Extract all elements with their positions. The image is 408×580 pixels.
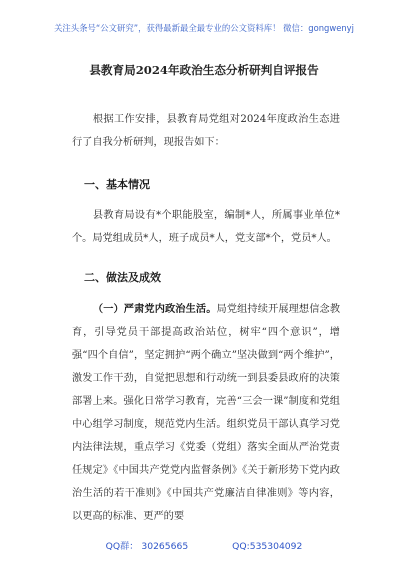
header-banner: 关注头条号“公文研究”，获得最新最全最专业的公文资料库！ 微信：gongwenyj [54,23,354,33]
section-heading-basic: 一、基本情况 [84,178,150,191]
qq-contact-label: QQ:535304092 [232,541,303,552]
qq-group-label: QQ群： 30265665 [105,541,189,552]
document-title: 县教育局2024年政治生态分析研判自评报告 [89,63,319,77]
measures-paragraph [72,298,340,528]
footer-contact [0,538,408,552]
basic-info-paragraph: 县教育局设有*个职能股室，编制*人，所属事业单位*个。局党组成员*人，班子成员*人，党支部*个，党员*人。 [72,210,340,244]
subsection-body: 局党组持续开展理想信念教育，引导党员干部提高政治站位，树牢“四个意识”，增强“四个自信”，坚定拥护“两个确立”坚决做到“两个维护”，激发工作干劲，自觉把思想和行动统一到县委县政府的决策部署上来。强化日常学习教育，完善“三会一课”制度和党组中心组学习制度，规范党内生活。组织党员干部认真学习党内法律法规，重点学习《党委（党组）落实全面从严治党责任规定》《中国共产党党内监督条例》《关于新形势下党内政治生活的若干准则》《中国共产党廉洁自律准则》等内容，以更高的标准、更严的要 [72,304,341,522]
subsection-lead: （一）严肃党内政治生活。 [92,303,217,315]
intro-paragraph: 根据工作安排，县教育局党组对2024年度政治生态进行了自我分析研判，现报告如下： [72,114,340,148]
section-heading-measures: 二、做法及成效 [84,271,161,284]
